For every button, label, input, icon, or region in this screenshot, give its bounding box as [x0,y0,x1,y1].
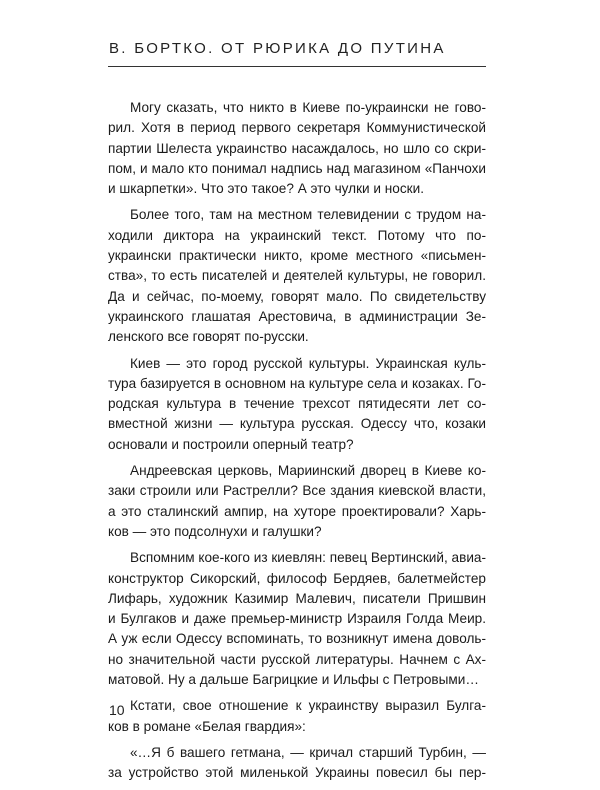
text-line: рил. Хотя в период первого секретаря Коммунистической [108,120,486,136]
text-line: за устройство этой миленькой Украины повесил бы пер- [108,765,486,781]
text-line: и шкарпетки». Что это такое? А это чулки и носки. [108,181,424,197]
text-line: украинского глашатая Арестовича, в администрации Зе- [108,308,486,324]
text-line: А уж если Одессу вспоминать, то возникнут имена доволь- [108,631,486,647]
text-line: Андреевская церковь, Мариинский дворец в Киеве ко- [130,463,486,479]
text-line: а это сталинский ампир, на хуторе проектировали? Харь- [108,503,486,519]
text-line: Да и сейчас, по-моему, говорят мало. По свидетельству [108,288,486,304]
paragraph [108,98,486,199]
text-line: конструктор Сикорский, философ Бердяев, балетмейстер [108,570,486,586]
text-line: родская культура в течение трехсот пятидесяти лет со- [108,396,486,412]
text-line: заки строили или Растрелли? Все здания киевской власти, [108,483,486,499]
text-line: Кстати, свое отношение к украинству выразил Булга- [130,698,486,714]
paragraph [108,205,486,347]
text-line: партии Шелеста украинство насаждалось, но шло со скри- [108,140,486,156]
text-line: матовой. Ну а дальше Багрицкие и Ильфы с Петровыми… [108,672,479,688]
text-line: Более того, там на местном телевидении с трудом на- [130,207,486,223]
running-header: В. БОРТКО. ОТ РЮРИКА ДО ПУТИНА [109,40,446,57]
header-rule [108,66,486,67]
text-line: вместной жизни — культура русская. Одессу что, козаки [108,416,486,432]
text-line: ходили диктора на украинский текст. Потому что по- [108,227,486,243]
text-line: Лифарь, художник Казимир Малевич, писатели Пришвин [108,590,486,606]
paragraph [108,696,486,737]
page-number: 10 [109,702,125,718]
text-line: ленского все говорят по-русски. [108,329,309,345]
text-line: украински практически никто, кроме местного «письмен- [108,248,486,264]
paragraph [108,461,486,542]
text-line: пом, и мало кто понимал надпись над магазином «Панчохи [108,160,486,176]
body-text [108,98,486,790]
text-line: Могу сказать, что никто в Киеве по-украински не гово- [130,100,486,115]
paragraph [108,548,486,690]
text-line: Киев — это город русской культуры. Украинская куль- [130,355,486,371]
text-line: ства», то есть писателей и деятелей культуры, не говорил. [108,268,486,284]
paragraph [108,743,486,784]
text-line: ков — это подсолнухи и галушки? [108,523,322,539]
text-line: «…Я б вашего гетмана, — кричал старший Турбин, — [130,744,486,760]
text-line: тура базируется в основном на культуре села и козаках. Го- [108,375,486,391]
text-line: Вспомним кое-кого из киевлян: певец Вертинский, авиа- [130,550,486,566]
text-line: основали и построили оперный театр? [108,436,354,452]
text-line: но значительной части русской литературы. Начнем с Ах- [108,651,486,667]
text-line: и Булгаков и даже премьер-министр Израиля Голда Меир. [108,611,486,627]
text-line: ков в романе «Белая гвардия»: [108,718,306,734]
paragraph [108,354,486,455]
